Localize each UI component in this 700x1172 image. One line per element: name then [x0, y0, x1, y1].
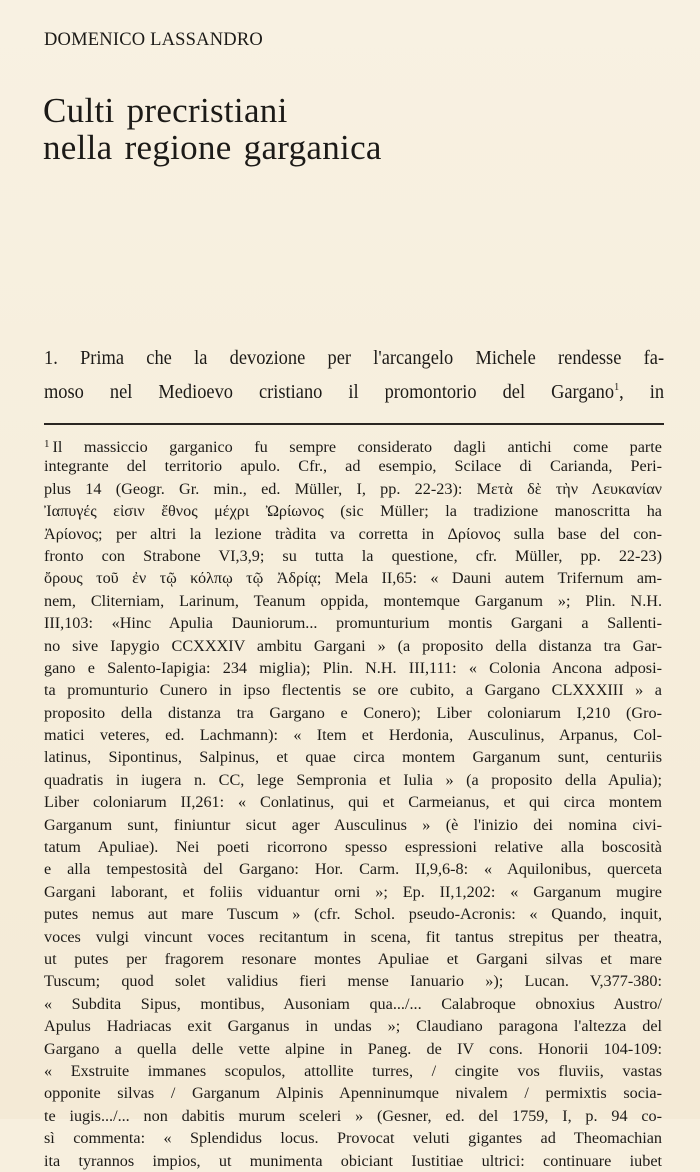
footnote-line: « Subdita Sipus, montibus, Ausoniam qua.../... Calabroque obnoxius Austro/	[44, 994, 662, 1013]
footnote-line: tatum Apuliae). Nei poeti ricorrono spesso espressioni relative alla boscosità	[44, 838, 662, 857]
footnote-line: no sive Iapygio CCXXXIV ambitu Gargani » (a proposito della distanza tra Gar-	[44, 636, 662, 655]
footnote-line: voces vulgi vincunt voces recitantum in scena, fit tantus strepitus per theatra,	[44, 927, 662, 946]
footnote-line: Ἰαπυγές εἰσιν ἔθνος μέχρι Ὠρίωνος (sic Müller; la tradizione manoscritta ha	[44, 502, 662, 521]
body-line-2	[44, 373, 664, 407]
article-title	[43, 92, 382, 166]
footnote-line	[44, 433, 662, 455]
footnote-line: Liber coloniarum II,261: « Conlatinus, qui et Carmeianus, et qui circa montem	[44, 793, 662, 812]
footnotes	[44, 433, 662, 1172]
footnote-line: opponite silvas / Garganum Alpinis Apenninumque nivalem / permixtis socia-	[44, 1084, 662, 1103]
footnote-line: Apulus Hadriacas exit Garganus in undas »; Claudiano paragona l'altezza del	[44, 1017, 662, 1036]
footnote-line: Gargano a quella delle vette alpine in Paneg. de IV cons. Honorii 104-109:	[44, 1039, 662, 1058]
footnote-line: matici veteres, ed. Lachmann): « Item et Herdonia, Ausculinus, Arpanus, Col-	[44, 726, 662, 745]
title-line-2: nella regione garganica	[43, 128, 382, 167]
footnote-line: ὄρους τοῦ ἐν τῷ κόλπῳ τῷ Ἀδρίᾳ; Mela II,65: « Dauni autem Trifernum am-	[44, 569, 662, 588]
footnote-text: Il massiccio garganico fu sempre considerato dagli antichi come parte	[52, 438, 662, 456]
footnote-line: ut putes per fragorem resonare montes Apuliae et Gargani silvas et mare	[44, 949, 662, 968]
footnote-line: ita tyrannos impios, ut munimenta obiciant Iustitiae ultrici: continuare iubet	[44, 1151, 662, 1170]
footnote-line: te iugis.../... non dabitis murum sceleri » (Gesner, ed. del 1759, I, p. 94 co-	[44, 1106, 662, 1125]
footnote-line: proposito della distanza tra Gargano e Conero); Liber coloniarum I,210 (Gro-	[44, 703, 662, 722]
footnote-line: latinus, Sipontinus, Salpinus, et quae circa montem Garganum sunt, centuriis	[44, 748, 662, 767]
body-line-1: 1. Prima che la devozione per l'arcangelo Michele rendesse fa-	[44, 347, 665, 369]
body-line-2-tail: , in	[619, 381, 665, 403]
footnote-line: e alla tempestosità del Gargano: Hor. Carm. II,9,6-8: « Aquilonibus, querceta	[44, 860, 662, 879]
footnote-line: putes nemus aut mare Tuscum » (cfr. Schol. pseudo-Acronis: « Quando, inquit,	[44, 905, 662, 924]
body-paragraph	[44, 344, 664, 407]
author-name: DOMENICO LASSANDRO	[44, 30, 263, 50]
footnote-line: quadratis in iugera n. CC, lege Sempronia et Iulia » (a proposito della Apulia);	[44, 770, 662, 789]
footnote-line: ta promunturio Cunero in ipso flectentis se ore cubito, a Gargano CLXXXIII » a	[44, 681, 662, 700]
footnote-line: III,103: «Hinc Apulia Dauniorum... promunturium montis Gargani a Sallenti-	[44, 614, 662, 633]
footnote-reference[interactable]: 1	[614, 381, 620, 393]
footnote-line: « Exstruite immanes scopulos, attollite turres, / cingite vos fluviis, vastas	[44, 1061, 662, 1080]
footnote-line: nem, Cliterniam, Larinum, Teanum oppida, montemque Garganum »; Plin. N.H.	[44, 591, 662, 610]
footnote-line: gano e Salento-Iapigia: 234 miglia); Plin. N.H. III,111: « Colonia Ancona adposi-	[44, 658, 662, 677]
footnote-line: Ἀρίονος; per altri la lezione tràdita va corretta in Δρίονος sulla base del con-	[44, 524, 662, 543]
footnote-line: Gargani laborant, et foliis viduantur orni »; Ep. II,1,202: « Garganum mugire	[44, 882, 662, 901]
footnote-number: 1	[44, 438, 50, 450]
footnote-line: sì commenta: « Splendidus locus. Provocat veluti gigantes ad Theomachian	[44, 1129, 662, 1148]
title-line-1: Culti precristiani	[43, 91, 288, 130]
footnote-line: Tuscum; quod solet validius fieri mense Ianuario »); Lucan. V,377-380:	[44, 972, 662, 991]
footnote-line: Garganum sunt, finiuntur sicut ager Ausculinus » (è l'inizio dei nomina civi-	[44, 815, 662, 834]
footnote-line: fronto con Strabone VI,3,9; su tutta la questione, cfr. Müller, pp. 22-23)	[44, 546, 662, 565]
footnote-separator-rule	[44, 423, 664, 425]
footnote-line: plus 14 (Geogr. Gr. min., ed. Müller, I, pp. 22-23): Μετὰ δὲ τὴν Λευκανίαν	[44, 479, 662, 498]
body-line-2-text: moso nel Medioevo cristiano il promontorio del Gargano	[44, 381, 615, 403]
footnote-line: integrante del territorio apulo. Cfr., ad esempio, Scilace di Carianda, Peri-	[44, 457, 662, 476]
